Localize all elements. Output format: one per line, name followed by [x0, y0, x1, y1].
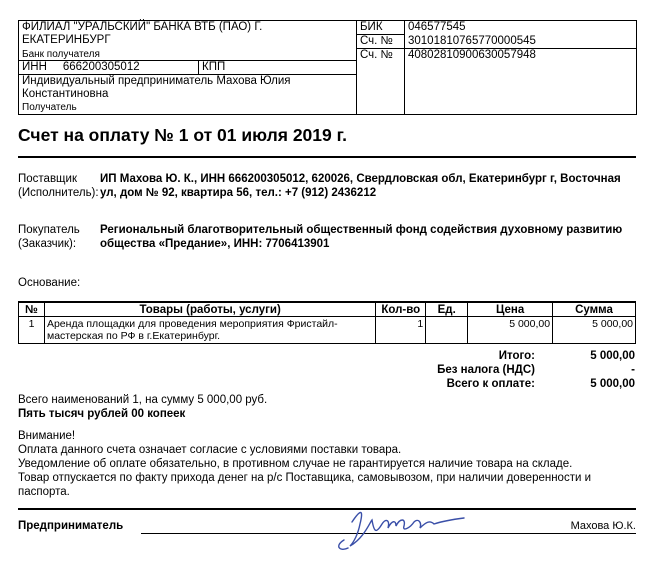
bank-name: ФИЛИАЛ "УРАЛЬСКИЙ" БАНКА ВТБ (ПАО) Г. ЕКАТЕРИНБУРГ [22, 21, 263, 46]
bank-name-cell [19, 21, 357, 49]
vat-label: Без налога (НДС) [437, 364, 535, 376]
table-row [19, 317, 636, 344]
signature-name: Махова Ю.К. [570, 520, 636, 532]
row-num: 1 [19, 317, 45, 344]
notice-line: Уведомление об оплате обязательно, в противном случае не гарантируется наличие товара на складе. [18, 458, 573, 470]
inn-cell [19, 60, 199, 74]
total-label: Итого: [498, 350, 535, 362]
buyer-label: Покупатель (Заказчик): [18, 224, 80, 250]
title-divider [18, 156, 636, 158]
row-sum: 5 000,00 [553, 317, 636, 344]
goods-table [18, 301, 636, 344]
kpp-label: КПП [202, 60, 226, 73]
recipient-name: Индивидуальный предприниматель Махова Юлия Константиновна [22, 74, 291, 100]
buyer-value: Региональный благотворительный общественный фонд содействия духовному развитию общества «Предание», ИНН: 7706413901 [100, 224, 623, 250]
due-value: 5 000,00 [590, 378, 635, 390]
col-header-qty: Кол-во [376, 302, 426, 317]
handwritten-signature [330, 502, 480, 554]
supplier-label: Поставщик (Исполнитель): [18, 173, 99, 199]
notice-block [18, 429, 618, 499]
vat-value: - [631, 364, 635, 376]
totals-table [437, 349, 635, 391]
supplier-value: ИП Махова Ю. К., ИНН 666200305012, 620026, Свердловская обл, Екатеринбург г, Восточная ул, дом № 92, квартира 56, тел.: +7 (912) 2436212 [100, 173, 621, 199]
due-label: Всего к оплате: [446, 378, 535, 390]
bank-details-table [18, 20, 637, 115]
col-header-num: № [19, 302, 45, 317]
col-header-sum: Сумма [553, 302, 636, 317]
signature-divider [18, 508, 636, 510]
summary-count: Всего наименований 1, на сумму 5 000,00 руб. [18, 394, 268, 406]
notice-title: Внимание! [18, 430, 76, 442]
goods-header-row [19, 302, 636, 317]
supplier-block [18, 172, 638, 200]
kpp-cell [199, 60, 357, 74]
total-value: 5 000,00 [590, 350, 635, 362]
invoice-title: Счет на оплату № 1 от 01 июля 2019 г. [18, 125, 348, 145]
col-header-price: Цена [468, 302, 553, 317]
col-header-unit: Ед. [426, 302, 468, 317]
col-header-name: Товары (работы, услуги) [44, 302, 375, 317]
bank-label: Банк получателя [19, 49, 357, 61]
account-value: 40802810900630057948 [405, 49, 637, 115]
signature-role: Предприниматель [18, 520, 124, 532]
inn-value: 666200305012 [62, 60, 140, 73]
buyer-block [18, 223, 638, 251]
row-unit [426, 317, 468, 344]
account-label: Сч. № [357, 49, 405, 115]
bik-value: 046577545 [405, 21, 637, 35]
row-price: 5 000,00 [468, 317, 553, 344]
basis-label: Основание: [18, 277, 81, 289]
summary-words: Пять тысяч рублей 00 копеек [18, 408, 186, 420]
recipient-cell [19, 74, 357, 114]
notice-line: Товар отпускается по факту прихода денег на р/с Поставщика, самовывозом, при наличии доверенности и паспорта. [18, 472, 592, 498]
bik-label: БИК [357, 21, 405, 35]
notice-line: Оплата данного счета означает согласие с условиями поставки товара. [18, 444, 402, 456]
corr-account-value: 30101810765770000545 [405, 35, 637, 49]
row-name: Аренда площадки для проведения мероприятия Фристайл-мастерская по РФ в г.Екатеринбург. [44, 317, 375, 344]
row-qty: 1 [376, 317, 426, 344]
recipient-label: Получатель [22, 101, 77, 113]
inn-label: ИНН [22, 60, 47, 73]
summary-block [18, 393, 267, 421]
corr-account-label: Сч. № [357, 35, 405, 49]
